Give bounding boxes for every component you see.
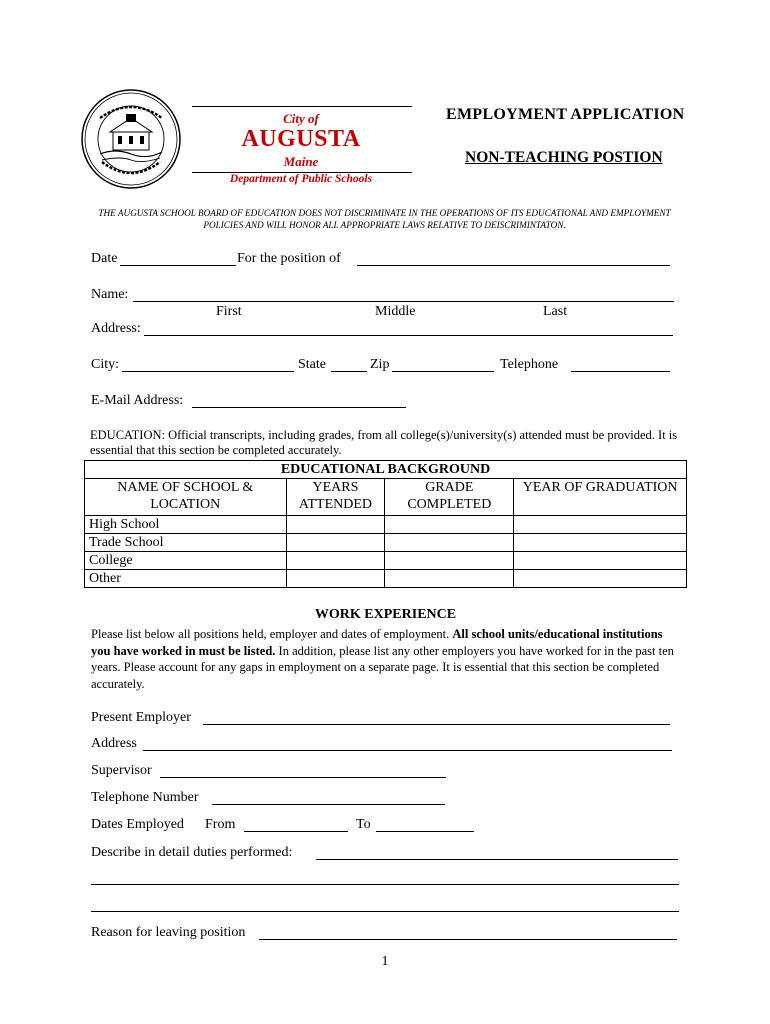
cell-input[interactable] <box>385 570 514 588</box>
instructions-text-2: In addition, please list any other employers you have worked for in the past ten years. Please account for any gaps in employment on a separate page. It is essential that this section be completed accurately. <box>91 643 674 691</box>
duties-field-line-3[interactable] <box>91 911 679 912</box>
name-field[interactable] <box>133 301 674 302</box>
reason-field[interactable] <box>259 939 677 940</box>
cell-input[interactable] <box>514 534 687 552</box>
cell-input[interactable] <box>514 552 687 570</box>
zip-field[interactable] <box>392 371 494 372</box>
state-label: Maine <box>283 154 319 169</box>
middle-name-caption: Middle <box>375 304 416 319</box>
employer-address-label: Address <box>91 736 137 751</box>
form-subtitle: NON-TEACHING POSTION <box>465 149 663 166</box>
duties-label: Describe in detail duties performed: <box>91 845 293 860</box>
last-name-caption: Last <box>543 304 568 319</box>
instructions-text-1: Please list below all positions held, employer and dates of employment. <box>91 627 453 641</box>
education-table-title: EDUCATIONAL BACKGROUND <box>85 461 687 479</box>
telephone-label: Telephone <box>500 357 559 372</box>
table-row <box>85 534 687 552</box>
telephone-field[interactable] <box>571 371 670 372</box>
from-label: From <box>205 817 236 832</box>
cell-input[interactable] <box>385 534 514 552</box>
cell-input[interactable] <box>286 570 385 588</box>
city-field[interactable] <box>122 371 294 372</box>
city-seal-logo <box>80 88 182 190</box>
to-date-field[interactable] <box>376 831 474 832</box>
present-employer-label: Present Employer <box>91 710 191 725</box>
telephone-number-field[interactable] <box>212 804 445 805</box>
header-school-name: NAME OF SCHOOL & LOCATION <box>85 479 287 516</box>
work-experience-title: WORK EXPERIENCE <box>314 607 457 622</box>
first-name-caption: First <box>216 304 242 319</box>
position-label: For the position of <box>237 251 341 266</box>
table-row <box>85 570 687 588</box>
employer-address-field[interactable] <box>143 750 672 751</box>
name-label: Name: <box>91 287 129 302</box>
city-label: City: <box>91 357 120 372</box>
department-label: Department of Public Schools <box>229 173 373 185</box>
city-of-label: City of <box>283 111 319 126</box>
duties-field[interactable] <box>316 859 678 860</box>
position-field[interactable] <box>357 265 670 266</box>
date-field[interactable] <box>120 265 236 266</box>
supervisor-field[interactable] <box>160 777 446 778</box>
work-experience-instructions <box>91 626 681 692</box>
zip-label: Zip <box>370 357 390 372</box>
row-label-other: Other <box>85 570 287 588</box>
supervisor-label: Supervisor <box>91 763 152 778</box>
row-label-college: College <box>85 552 287 570</box>
address-field[interactable] <box>144 335 673 336</box>
cell-input[interactable] <box>286 552 385 570</box>
state-field[interactable] <box>331 371 367 372</box>
row-label-trade-school: Trade School <box>85 534 287 552</box>
header-top-rule <box>192 106 412 107</box>
cell-input[interactable] <box>385 552 514 570</box>
instructions-bold-text: All school units/educational institutions you have worked in must be listed. <box>91 627 663 658</box>
table-row <box>85 516 687 534</box>
header-year-graduation: YEAR OF GRADUATION <box>514 479 687 516</box>
form-title: EMPLOYMENT APPLICATION <box>446 106 685 123</box>
education-table <box>84 460 687 588</box>
to-label: To <box>356 817 371 832</box>
state-field-label: State <box>298 357 326 372</box>
row-label-high-school: High School <box>85 516 287 534</box>
telephone-number-label: Telephone Number <box>91 790 199 805</box>
reason-label: Reason for leaving position <box>91 925 246 940</box>
education-note: EDUCATION: Official transcripts, including grades, from all college(s)/university(s) attended must be provided. It is essential that this section be completed accurately. <box>90 428 678 457</box>
cell-input[interactable] <box>514 516 687 534</box>
date-label: Date <box>91 251 118 266</box>
header-years-attended: YEARS ATTENDED <box>286 479 385 516</box>
cell-input[interactable] <box>514 570 687 588</box>
email-field[interactable] <box>192 407 406 408</box>
cell-input[interactable] <box>286 534 385 552</box>
cell-input[interactable] <box>385 516 514 534</box>
address-label: Address: <box>91 321 141 336</box>
city-name: AUGUSTA <box>241 126 361 152</box>
page-number: 1 <box>381 954 389 969</box>
nondiscrimination-notice: THE AUGUSTA SCHOOL BOARD OF EDUCATION DOES NOT DISCRIMINATE IN THE OPERATIONS OF ITS EDUCATIONAL AND EMPLOYMENT POLICIES AND WILL HONOR ALL APPROPRIATE LAWS RELATIVE TO DEISCRIMINTATON. <box>98 208 671 230</box>
header-grade-completed: GRADE COMPLETED <box>385 479 514 516</box>
dates-employed-label: Dates Employed <box>91 817 184 832</box>
duties-field-line-2[interactable] <box>91 884 679 885</box>
from-date-field[interactable] <box>244 831 348 832</box>
table-row <box>85 552 687 570</box>
present-employer-field[interactable] <box>203 724 670 725</box>
cell-input[interactable] <box>286 516 385 534</box>
email-label: E-Mail Address: <box>91 393 184 408</box>
